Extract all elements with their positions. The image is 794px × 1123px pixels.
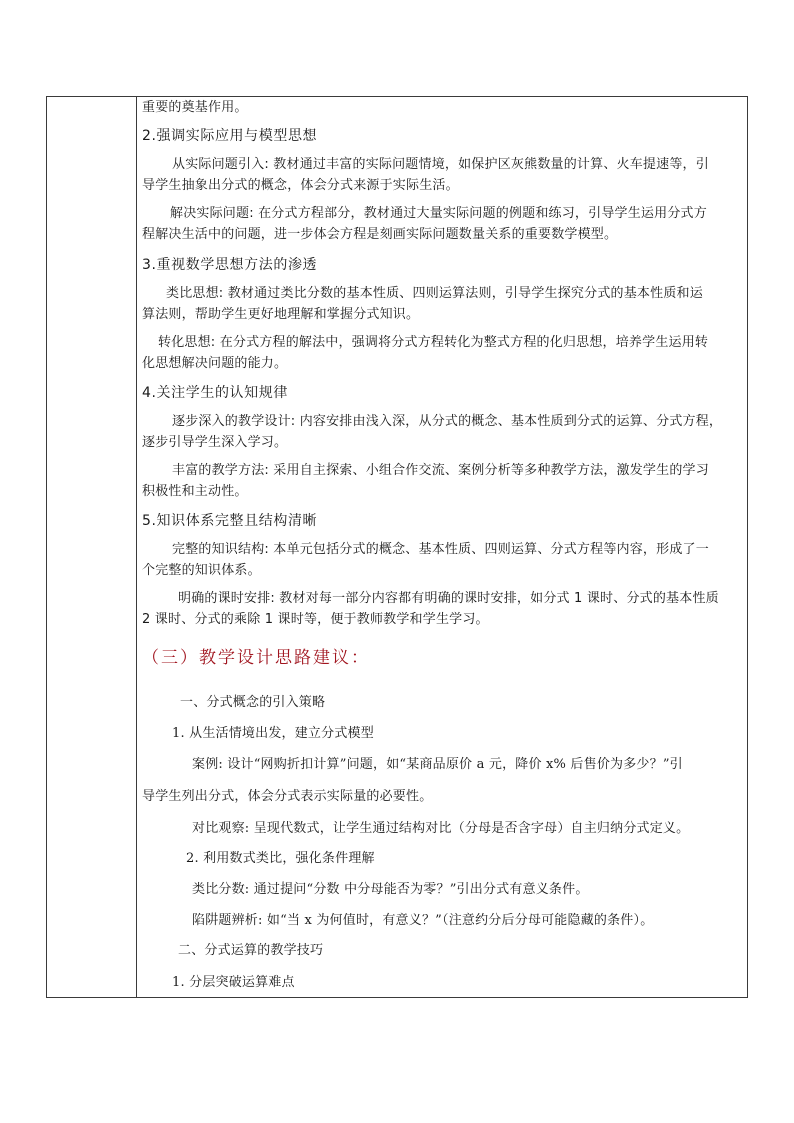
text-line: 个完整的知识体系。 <box>142 563 261 578</box>
text-line: 丰富的教学方法: 采用自主探索、小组合作交流、案例分析等多种教学方法，激发学生的学习 <box>172 463 709 478</box>
text-line: 1. 分层突破运算难点 <box>172 975 295 990</box>
text-line: 算法则，帮助学生更好地理解和掌握分式知识。 <box>142 307 420 322</box>
text-line: 2 课时、分式的乘除 1 课时等，便于教师教学和学生学习。 <box>142 612 489 627</box>
text-line: 类比分数: 通过提问“分数 中分母能否为零？”引出分式有意义条件。 <box>192 882 589 897</box>
section-title: （三）教学设计思路建议： <box>142 648 370 668</box>
subheading: 4.关注学生的认知规律 <box>142 385 288 401</box>
text-line: 逐步引导学生深入学习。 <box>142 435 288 450</box>
text-line: 案例: 设计“网购折扣计算”问题，如“某商品原价 a 元，降价 x% 后售价为多少？”引 <box>192 757 683 772</box>
text-line: 明确的课时安排: 教材对每一部分内容都有明确的课时安排，如分式 1 课时、分式的基本性质 <box>178 591 719 606</box>
text-line: 解决实际问题: 在分式方程部分，教材通过大量实际问题的例题和练习，引导学生运用分式方 <box>170 206 707 221</box>
text-line: 类比思想: 教材通过类比分数的基本性质、四则运算法则，引导学生探究分式的基本性质和运 <box>166 286 703 301</box>
text-line: 从实际问题引入: 教材通过丰富的实际问题情境，如保护区灰熊数量的计算、火车提速等，引 <box>172 157 709 172</box>
subheading: 2.强调实际应用与模型思想 <box>142 128 318 144</box>
text-line: 完整的知识结构: 本单元包括分式的概念、基本性质、四则运算、分式方程等内容，形成了一 <box>172 542 709 557</box>
text-line: 对比观察: 呈现代数式，让学生通过结构对比（分母是否含字母）自主归纳分式定义。 <box>192 821 690 836</box>
text-line: 化思想解决问题的能力。 <box>142 356 288 371</box>
text-line: 逐步深入的教学设计: 内容安排由浅入深，从分式的概念、基本性质到分式的运算、分式方程， <box>172 414 723 429</box>
text-line: 程解决生活中的问题，进一步体会方程是刻画实际问题数量关系的重要数学模型。 <box>142 227 618 242</box>
text-line: 转化思想: 在分式方程的解法中，强调将分式方程转化为整式方程的化归思想，培养学生运用转 <box>158 335 709 350</box>
text-line: 陷阱题辨析: 如“当 x 为何值时，有意义？”（注意约分后分母可能隐藏的条件）。 <box>192 913 654 928</box>
table-column-divider <box>136 96 137 998</box>
subheading: 5.知识体系完整且结构清晰 <box>142 513 318 529</box>
text-line: 1. 从生活情境出发，建立分式模型 <box>172 726 374 741</box>
text-line: 导学生列出分式，体会分式表示实际量的必要性。 <box>142 789 433 804</box>
text-line: 一、分式概念的引入策略 <box>180 695 326 710</box>
text-line: 积极性和主动性。 <box>142 484 248 499</box>
text-line: 重要的奠基作用。 <box>142 100 248 115</box>
text-line: 导学生抽象出分式的概念，体会分式来源于实际生活。 <box>142 178 459 193</box>
text-line: 2. 利用数式类比，强化条件理解 <box>186 851 375 866</box>
text-line: 二、分式运算的教学技巧 <box>178 943 324 958</box>
subheading: 3.重视数学思想方法的渗透 <box>142 257 318 273</box>
